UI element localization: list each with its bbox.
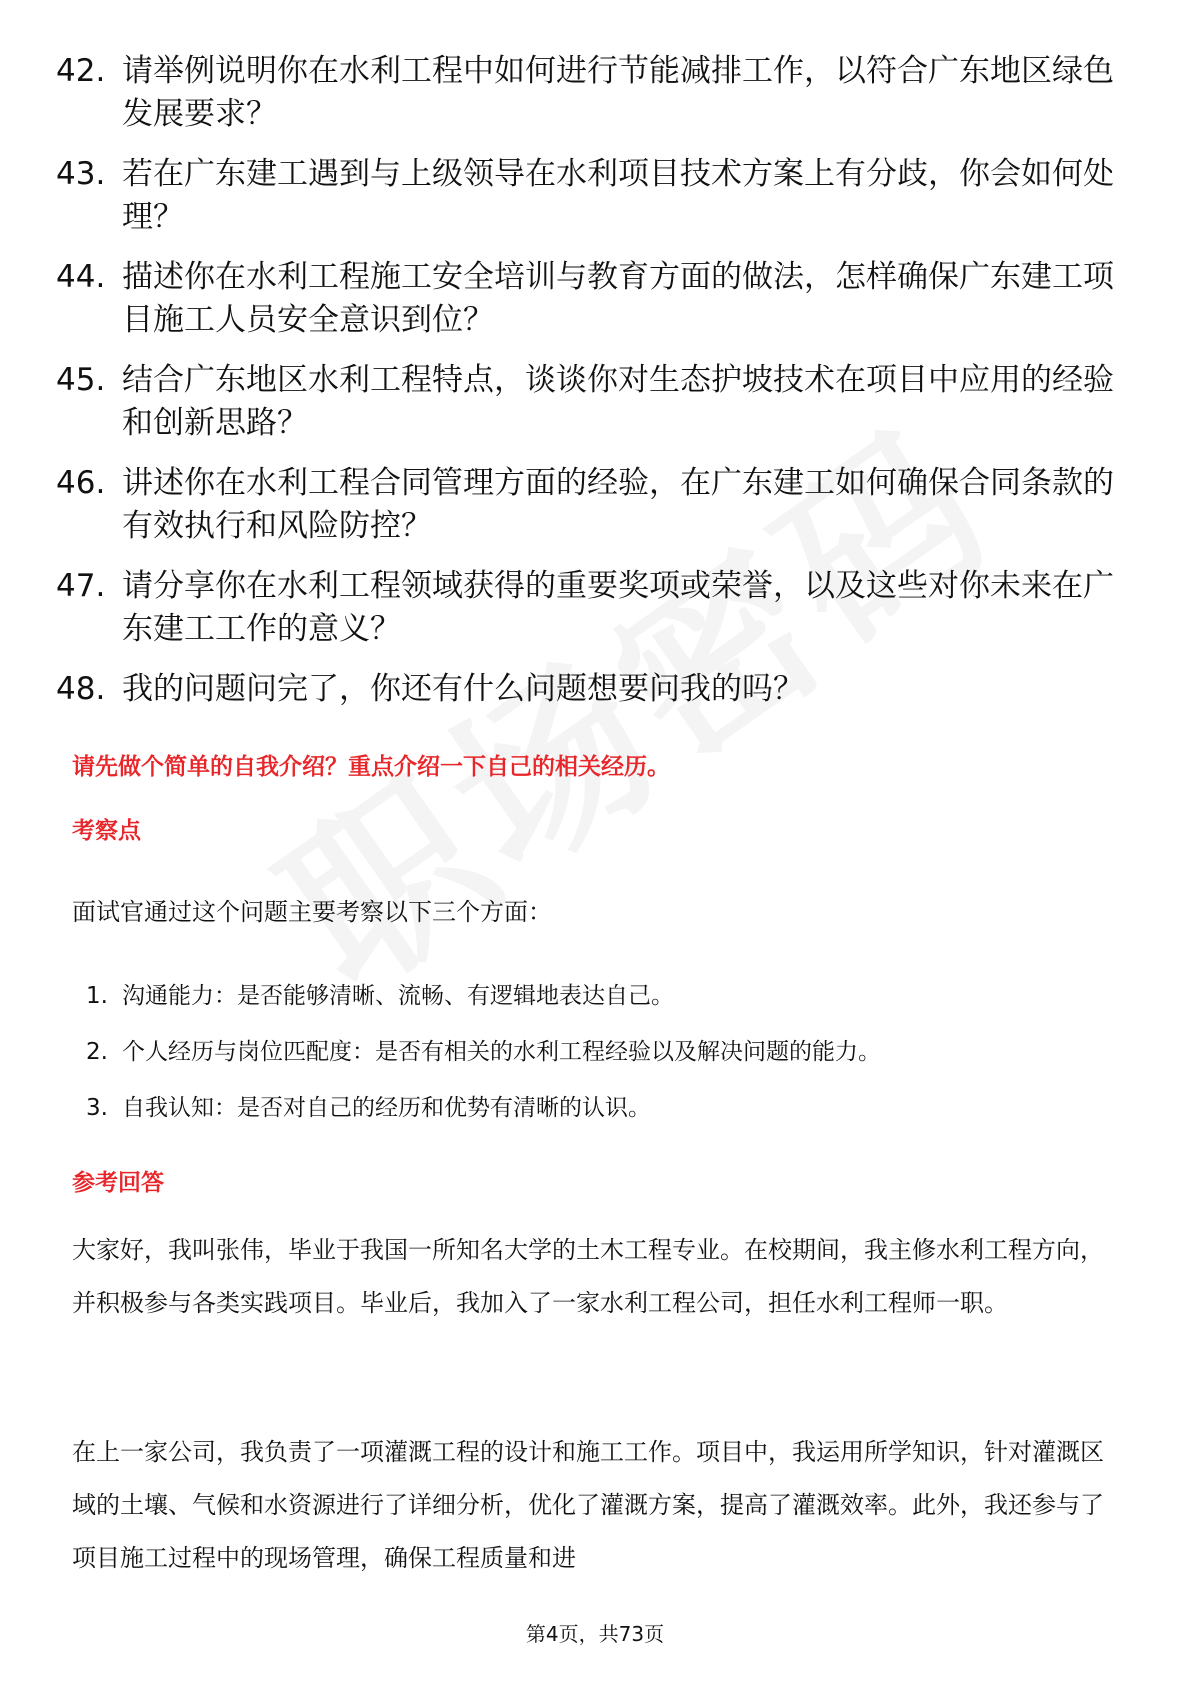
question-text: 描述你在水利工程施工安全培训与教育方面的做法，怎样确保广东建工项目施工人员安全意识到位？ xyxy=(122,259,1114,338)
question-list xyxy=(56,50,1136,728)
focus-point xyxy=(72,1024,1112,1080)
question-item xyxy=(56,153,1136,239)
point-text: 自我认知：是否对自己的经历和优势有清晰的认识。 xyxy=(122,1095,651,1121)
question-text: 若在广东建工遇到与上级领导在水利项目技术方案上有分歧，你会如何处理？ xyxy=(122,156,1114,235)
focus-label: 考察点 xyxy=(72,818,141,844)
point-number: 3. xyxy=(86,1095,108,1121)
answer-paragraph: 大家好，我叫张伟，毕业于我国一所知名大学的土木工程专业。在校期间，我主修水利工程方向，并积极参与各类实践项目。毕业后，我加入了一家水利工程公司，担任水利工程师一职。 xyxy=(72,1236,1104,1317)
focus-point xyxy=(72,1080,1112,1136)
answer-label: 参考回答 xyxy=(72,1170,164,1196)
question-number: 45. xyxy=(56,362,106,398)
question-text: 讲述你在水利工程合同管理方面的经验，在广东建工如何确保合同条款的有效执行和风险防控？ xyxy=(122,465,1114,544)
question-item xyxy=(56,359,1136,445)
question-number: 44. xyxy=(56,259,106,295)
section-question-heading: 请先做个简单的自我介绍？重点介绍一下自己的相关经历。 xyxy=(72,754,670,780)
question-item xyxy=(56,565,1136,651)
question-number: 46. xyxy=(56,465,106,501)
question-text: 请举例说明你在水利工程中如何进行节能减排工作，以符合广东地区绿色发展要求？ xyxy=(122,53,1114,132)
question-item xyxy=(56,256,1136,342)
answer-paragraph: 在上一家公司，我负责了一项灌溉工程的设计和施工工作。项目中，我运用所学知识，针对灌溉区域的土壤、气候和水资源进行了详细分析，优化了灌溉方案，提高了灌溉效率。此外，我还参与了项目施工过程中的现场管理，确保工程质量和进 xyxy=(72,1438,1104,1572)
question-item xyxy=(56,50,1136,136)
question-item xyxy=(56,668,1136,711)
point-number: 2. xyxy=(86,1039,108,1065)
question-text: 请分享你在水利工程领域获得的重要奖项或荣誉，以及这些对你未来在广东建工工作的意义？ xyxy=(122,568,1114,647)
focus-points-list xyxy=(72,968,1112,1136)
question-number: 48. xyxy=(56,671,106,707)
point-number: 1. xyxy=(86,983,108,1009)
question-number: 42. xyxy=(56,53,106,89)
question-number: 43. xyxy=(56,156,106,192)
page-footer: 第4页，共73页 xyxy=(525,1622,665,1646)
focus-intro: 面试官通过这个问题主要考察以下三个方面： xyxy=(72,898,552,926)
question-text: 我的问题问完了，你还有什么问题想要问我的吗？ xyxy=(122,671,804,707)
focus-point xyxy=(72,968,1112,1024)
question-item xyxy=(56,462,1136,548)
point-text: 沟通能力：是否能够清晰、流畅、有逻辑地表达自己。 xyxy=(122,983,674,1009)
point-text: 个人经历与岗位匹配度：是否有相关的水利工程经验以及解决问题的能力。 xyxy=(122,1039,881,1065)
question-number: 47. xyxy=(56,568,106,604)
question-text: 结合广东地区水利工程特点，谈谈你对生态护坡技术在项目中应用的经验和创新思路？ xyxy=(122,362,1114,441)
